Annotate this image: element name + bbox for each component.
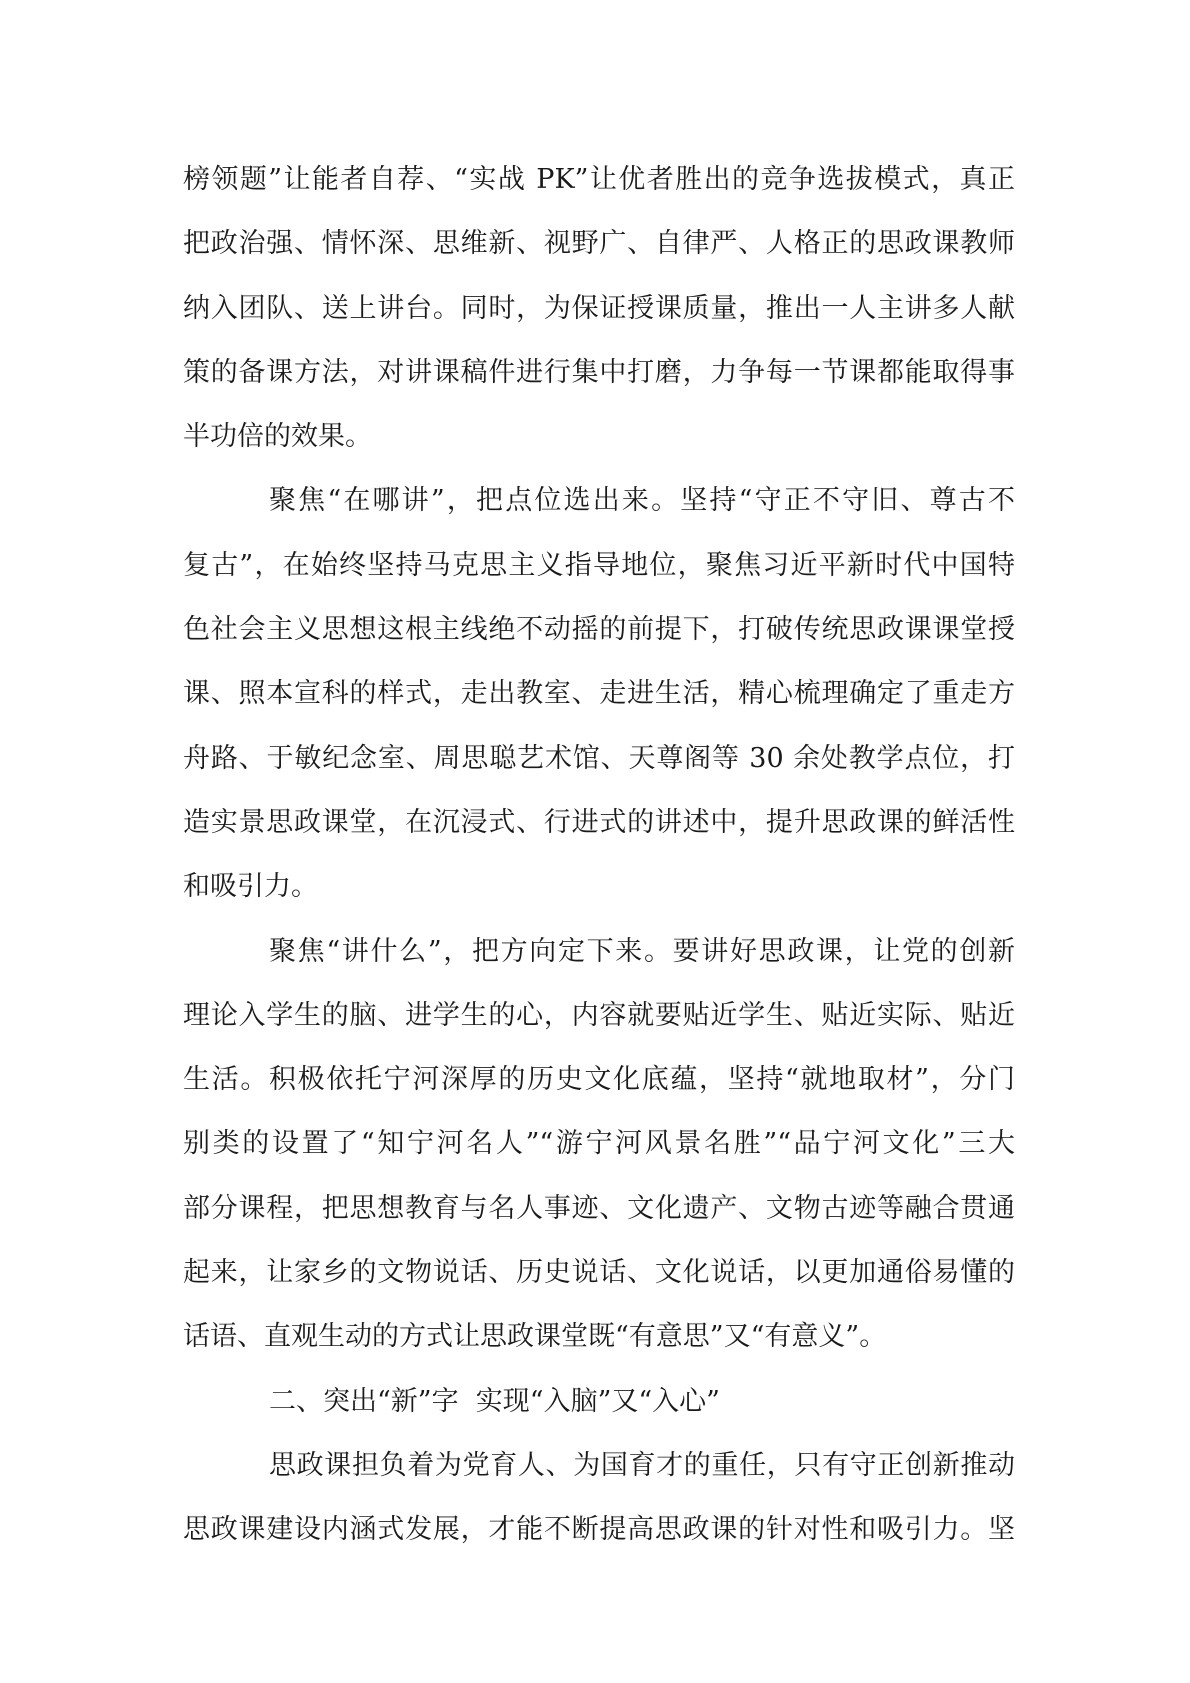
paragraph-innovation <box>183 1434 1015 1563</box>
paragraph-where-to-teach <box>183 469 1015 919</box>
text-line: 聚焦“在哪讲”，把点位选出来。坚持“守正不守旧、尊古不 <box>269 485 1015 517</box>
text-line: 起来，让家乡的文物说话、历史说话、文化说话，以更加通俗易懂的 <box>183 1257 1015 1289</box>
text-line: 榜领题”让能者自荐、“实战 PK”让优者胜出的竞争选拔模式，真正 <box>183 164 1015 195</box>
paragraph-what-to-teach <box>183 920 1015 1370</box>
text-line: 半功倍的效果。 <box>183 421 372 453</box>
text-line: 复古”，在始终坚持马克思主义指导地位，聚焦习近平新时代中国特 <box>183 549 1015 581</box>
text-line: 舟路、于敏纪念室、周思聪艺术馆、天尊阁等 30 余处教学点位，打 <box>183 742 1015 774</box>
text-line: 色社会主义思想这根主线绝不动摇的前提下，打破传统思政课课堂授 <box>183 614 1015 646</box>
text-line: 纳入团队、送上讲台。同时，为保证授课质量，推出一人主讲多人献 <box>183 292 1015 324</box>
text-line: 课、照本宣科的样式，走出教室、走进生活，精心梳理确定了重走方 <box>183 678 1015 710</box>
text-line: 和吸引力。 <box>183 871 318 903</box>
paragraph-continuation <box>183 148 1015 469</box>
text-line: 部分课程，把思想教育与名人事迹、文化遗产、文物古迹等融合贯通 <box>183 1192 1015 1224</box>
text-line: 生活。积极依托宁河深厚的历史文化底蕴，坚持“就地取材”，分门 <box>183 1064 1015 1096</box>
text-line: 思政课担负着为党育人、为国育才的重任，只有守正创新推动 <box>269 1449 1015 1481</box>
text-line: 话语、直观生动的方式让思政课堂既“有意思”又“有意义”。 <box>183 1321 887 1353</box>
text-line: 把政治强、情怀深、思维新、视野广、自律严、人格正的思政课教师 <box>183 228 1015 260</box>
text-line: 聚焦“讲什么”，把方向定下来。要讲好思政课，让党的创新 <box>269 935 1015 967</box>
text-line: 理论入学生的脑、进学生的心，内容就要贴近学生、贴近实际、贴近 <box>183 999 1015 1031</box>
section-heading-text: 二、突出“新”字 实现“入脑”又“入心” <box>269 1385 720 1417</box>
section-heading <box>183 1370 1015 1434</box>
text-line: 造实景思政课堂，在沉浸式、行进式的讲述中，提升思政课的鲜活性 <box>183 806 1015 838</box>
text-line: 策的备课方法，对讲课稿件进行集中打磨，力争每一节课都能取得事 <box>183 356 1015 388</box>
text-line: 思政课建设内涵式发展，才能不断提高思政课的针对性和吸引力。坚 <box>183 1514 1015 1546</box>
text-line: 别类的设置了“知宁河名人”“游宁河风景名胜”“品宁河文化”三大 <box>183 1128 1015 1160</box>
document-body <box>183 148 1015 1563</box>
